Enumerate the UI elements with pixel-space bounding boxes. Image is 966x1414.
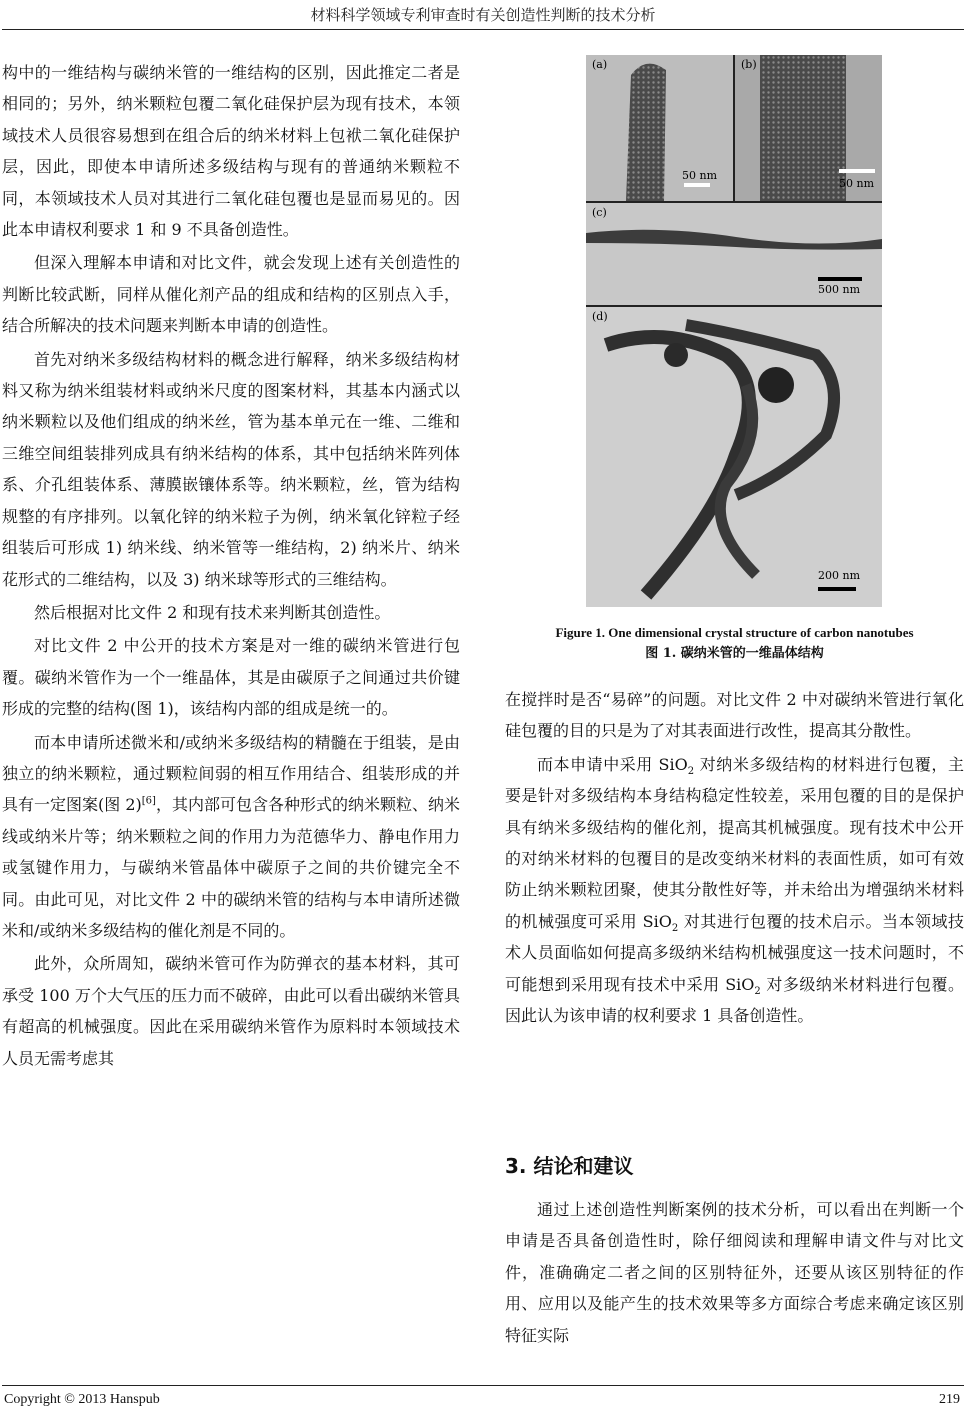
paragraph: 在搅拌时是否“易碎”的问题。对比文件 2 中对碳纳米管进行氧化硅包覆的目的只是为了对其表面进行改性，提高其分散性。: [505, 690, 964, 741]
tem-figure: [586, 55, 882, 607]
paragraph: 对比文件 2 中公开的技术方案是对一维的碳纳米管进行包覆。碳纳米管作为一个一维晶体，其是由碳原子之间通过共价键形成的完整的结构(图 1)，该结构内部的组成是统一的。: [2, 636, 460, 719]
paragraph: [2, 727, 460, 947]
scale-label: 50 nm: [682, 169, 718, 182]
running-header: 材料科学领域专利审查时有关创造性判断的技术分析: [310, 6, 656, 24]
scale-label: 50 nm: [839, 177, 875, 190]
figure-caption-zh: 图 1. 碳纳米管的一维晶体结构: [645, 646, 824, 661]
paragraph: 然后根据对比文件 2 和现有技术来判断其创造性。: [34, 602, 391, 622]
paragraph: [505, 749, 964, 1032]
panel-label: (d): [592, 310, 608, 323]
panel-label: (a): [592, 58, 608, 71]
text-run: 对多级纳米材料进行包覆。因此认为该申请的权利要求 1 具备创造性。: [505, 974, 964, 1026]
scale-bar: [684, 183, 710, 187]
scale-bar: [839, 169, 875, 173]
scale-bar: [818, 277, 862, 281]
subscript: 2: [687, 766, 695, 777]
subscript: 2: [671, 923, 679, 935]
left-column: [2, 57, 460, 1076]
panel-b: [735, 55, 882, 201]
scale-label: 500 nm: [818, 283, 861, 296]
paragraph: 首先对纳米多级结构材料的概念进行解释，纳米多级结构材料又称为纳米组装材料或纳米尺度的图案材料，其基本内涵式以纳米颗粒以及他们组成的纳米丝，管为基本单元在一维、二维和三维空间组装排列成具有纳米结构的体系，其中包括纳米阵列体系、介孔组装体系、薄膜嵌镶体系等。纳米颗粒，丝，管为结构规整的有序排列。以氧化锌的纳米粒子为例，纳米氧化锌粒子经组装后可形成 1) 纳米线、纳米管等一维结构，2) 纳米片、纳米花形式的二维结构，以及 3) 纳米球等形式的三维结构。: [2, 349, 460, 589]
panel-a: [586, 55, 733, 201]
paragraph: 通过上述创造性判断案例的技术分析，可以看出在判断一个申请是否具备创造性时，除仔细阅读和理解申请文件与对比文件，准确确定二者之间的区别特征外，还要从该区别特征的作用、应用以及能产生的技术效果等多方面综合考虑来确定该区别特征实际: [505, 1200, 964, 1345]
panel-d: [586, 307, 882, 607]
right-column-conclusion: [505, 1194, 964, 1353]
citation-ref[interactable]: [6]: [141, 796, 156, 808]
panel-c: [586, 203, 882, 305]
right-column: [505, 684, 964, 1033]
panel-label: (b): [741, 58, 757, 71]
page-number: 219: [939, 1392, 960, 1407]
copyright: Copyright © 2013 Hanspub: [4, 1392, 160, 1407]
paragraph: 构中的一维结构与碳纳米管的一维结构的区别，因此推定二者是相同的；另外，纳米颗粒包覆二氧化硅保护层为现有技术，本领域技术人员很容易想到在组合后的纳米材料上包袱二氧化硅保护层，因此，即使本申请所述多级结构与现有的普通纳米颗粒不同，本领域技术人员对其进行二氧化硅包覆也是显而易见的。因此本申请权利要求 1 和 9 不具备创造性。: [2, 63, 460, 240]
text-run: 而本申请所述微米和/或纳米多级结构的精髓在于组装，是由独立的纳米颗粒，通过颗粒间弱的相互作用结合、组装形成的并具有一定图案(图 2): [2, 732, 460, 815]
footer-divider: [2, 1385, 964, 1386]
section-heading: 3. 结论和建议: [505, 1154, 634, 1178]
text-run: 对其进行包覆的技术启示。当本领域技术人员面临如何提高多级纳米结构机械强度这一技术问题时，不可能想到采用现有技术中采用 SiO: [505, 911, 964, 994]
text-run: 而本申请中采用 SiO: [537, 754, 688, 774]
header-divider: [2, 29, 964, 30]
scale-label: 200 nm: [818, 569, 861, 582]
text-run: ，其内部可包含各种形式的纳米颗粒、纳米线或纳米片等；纳米颗粒之间的作用力为范德华力、静电作用力或氢键作用力，与碳纳米管晶体中碳原子之间的共价键完全不同。由此可见，对比文件 2 中的碳纳米管的结构与本申请所述微米和/或纳米多级结构的催化剂是不同的。: [2, 795, 460, 940]
text-run: 对纳米多级结构的材料进行包覆，主要是针对多级结构本身结构稳定性较差，采用包覆的目的是保护具有纳米多级结构的催化剂，提高其机械强度。现有技术中公开的对纳米材料的包覆目的是改变纳米材料的表面性质，如可有效防止纳米颗粒团聚，使其分散性好等，并未给出为增强纳米材料的机械强度可采用 SiO: [505, 754, 964, 931]
scale-bar: [818, 587, 856, 591]
paragraph: 但深入理解本申请和对比文件，就会发现上述有关创造性的判断比较武断，同样从催化剂产品的组成和结构的区别点入手，结合所解决的技术问题来判断本申请的创造性。: [2, 253, 460, 336]
panel-label: (c): [592, 206, 607, 219]
subscript: 2: [754, 985, 761, 997]
figure-caption-en: Figure 1. One dimensional crystal structure of carbon nanotubes: [555, 625, 914, 640]
paragraph: 此外，众所周知，碳纳米管可作为防弹衣的基本材料，其可承受 100 万个大气压的压力而不破碎，由此可以看出碳纳米管具有超高的机械强度。因此在采用碳纳米管作为原料时本领域技术人员无需考虑其: [2, 954, 460, 1068]
